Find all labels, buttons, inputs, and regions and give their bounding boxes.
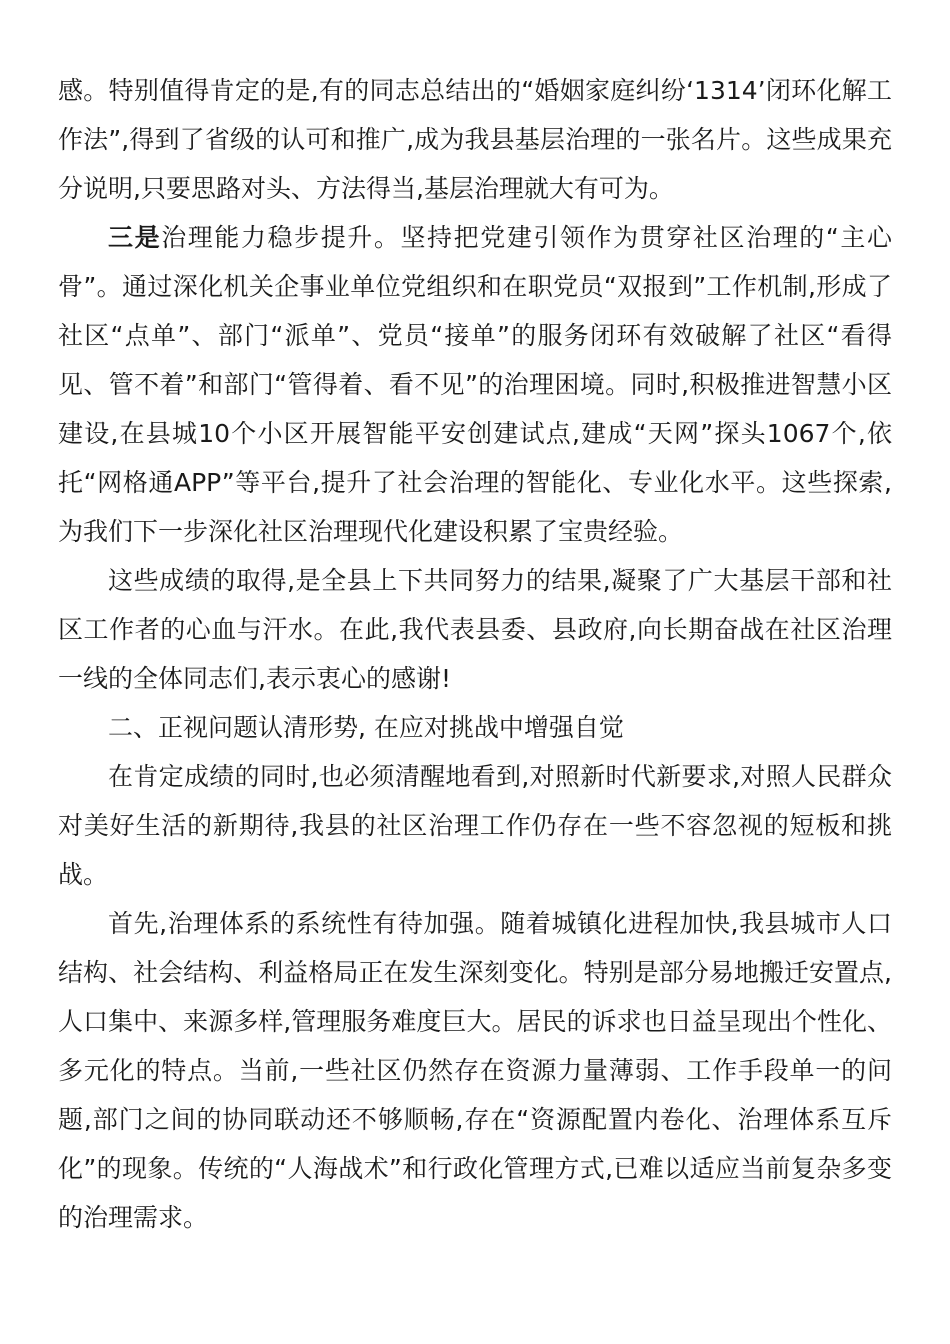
paragraph-problems-intro: 在肯定成绩的同时,也必须清醒地看到,对照新时代新要求,对照人民群众对美好生活的新期待,我县的社区治理工作仍存在一些不容忽视的短板和挑战。 [58, 762, 892, 889]
document-page [58, 66, 892, 1242]
paragraph-governance-system: 首先,治理体系的系统性有待加强。随着城镇化进程加快,我县城市人口结构、社会结构、利益格局正在发生深刻变化。特别是部分易地搬迁安置点,人口集中、来源多样,管理服务难度巨大。居民的诉求也日益呈现出个性化、多元化的特点。当前,一些社区仍然存在资源力量薄弱、工作手段单一的问题,部门之间的协同联动还不够顺畅,存在“资源配置内卷化、治理体系互斥化”的现象。传统的“人海战术”和行政化管理方式,已难以适应当前复杂多变的治理需求。 [58, 909, 892, 1232]
paragraph-body: 治理能力稳步提升。坚持把党建引领作为贯穿社区治理的“主心骨”。通过深化机关企事业单位党组织和在职党员“双报到”工作机制,形成了社区“点单”、部门“派单”、党员“接单”的服务闭环有效破解了社区“看得见、管不着”和部门“管得着、看不见”的治理困境。同时,积极推进智慧小区建设,在县城10个小区开展智能平安创建试点,建成“天网”探头1067个,依托“网格通APP”等平台,提升了社会治理的智能化、专业化水平。这些探索,为我们下一步深化社区治理现代化建设积累了宝贵经验。 [58, 223, 892, 546]
paragraph-achievements-continued: 感。特别值得肯定的是,有的同志总结出的“婚姻家庭纠纷‘1314’闭环化解工作法”,得到了省级的认可和推广,成为我县基层治理的一张名片。这些成果充分说明,只要思路对头、方法得当,基层治理就大有可为。 [58, 76, 892, 203]
paragraph-acknowledgement: 这些成绩的取得,是全县上下共同努力的结果,凝聚了广大基层干部和社区工作者的心血与汗水。在此,我代表县委、县政府,向长期奋战在社区治理一线的全体同志们,表示衷心的感谢! [58, 566, 892, 693]
paragraph-lead-marker: 三是 [108, 223, 162, 252]
section-heading-2: 二、正视问题认清形势, 在应对挑战中增强自觉 [108, 713, 624, 742]
paragraph-governance-capability [58, 213, 892, 556]
